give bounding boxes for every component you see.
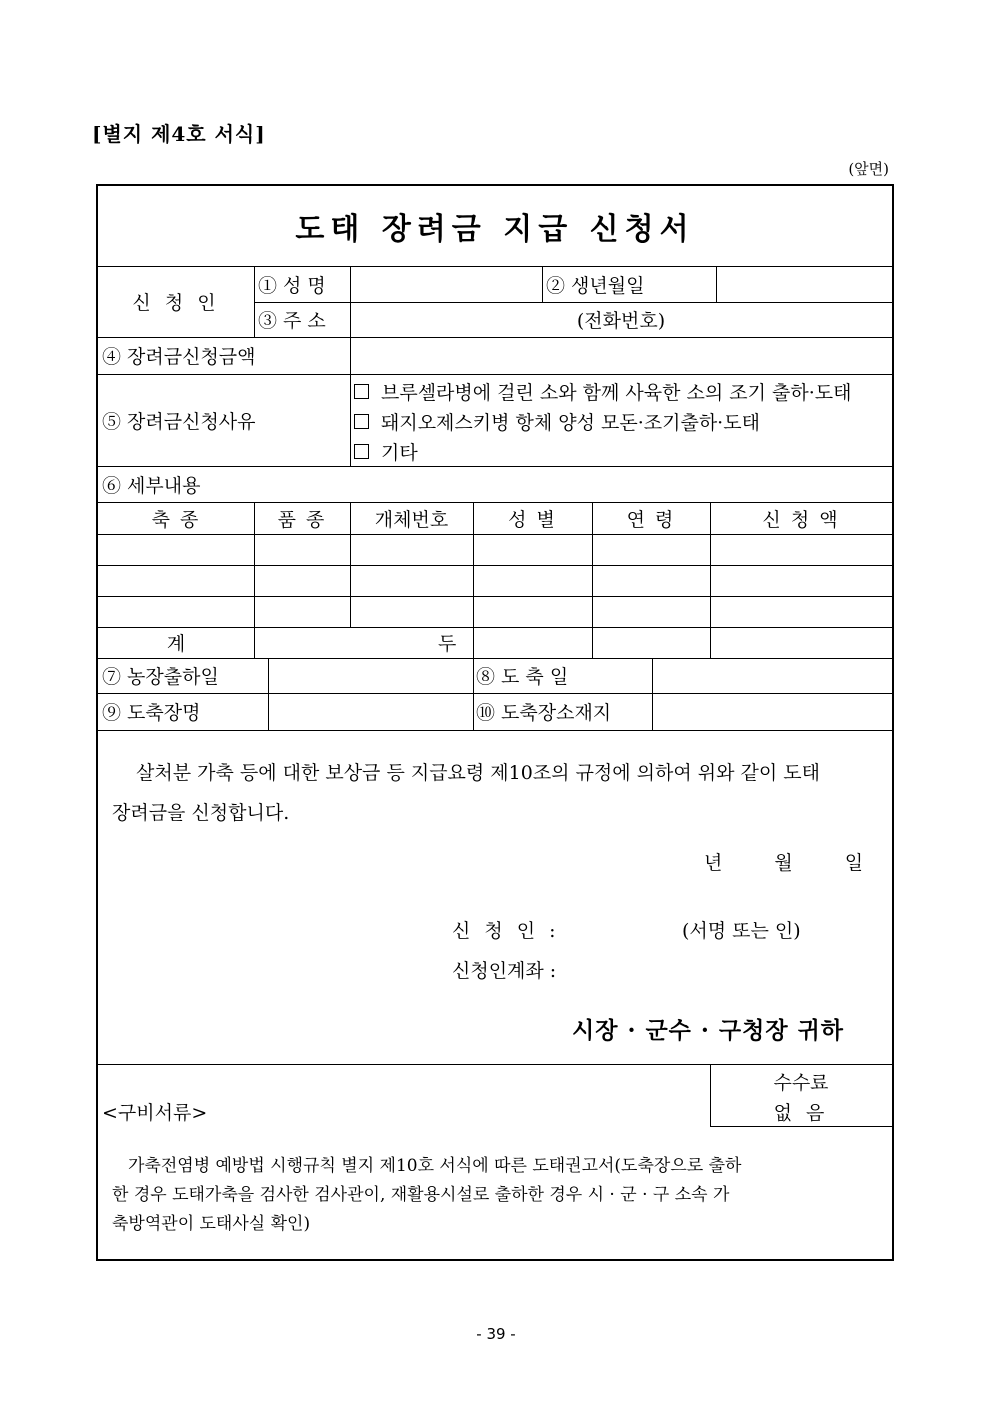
page-number: - 39 - xyxy=(476,1325,516,1343)
column-header-amount: 신 청 액 xyxy=(762,508,840,531)
reason-option-other[interactable] xyxy=(354,436,890,466)
birthdate-label: ② 생년월일 xyxy=(546,274,645,297)
slaughterhouse-location-label: ⑩ 도축장소재지 xyxy=(476,702,612,724)
account-label: 신청인계좌 : xyxy=(452,960,557,982)
checkbox-icon[interactable] xyxy=(354,444,369,459)
slaughterhouse-name-field[interactable] xyxy=(270,693,472,730)
column-header-id-number: 개체번호 xyxy=(374,508,449,531)
table-row[interactable] xyxy=(98,596,892,627)
documents-line-2: 한 경우 도태가축을 검사한 검사관이, 재활용시설로 출하한 경우 시 · 군 · 구 소속 가 xyxy=(112,1185,730,1205)
reason-option-label: 돼지오제스키병 항체 양성 모돈·조기출하·도태 xyxy=(381,411,760,434)
form-title: 도태 장려금 지급 신청서 xyxy=(295,212,695,247)
form-number-tag: [별지 제4호 서식] xyxy=(92,122,266,146)
required-documents-label: <구비서류> xyxy=(102,1102,208,1124)
application-date: 년 월 일 xyxy=(704,852,864,874)
checkbox-icon[interactable] xyxy=(354,384,369,399)
signature-label: (서명 또는 인) xyxy=(682,920,801,942)
slaughterhouse-location-field[interactable] xyxy=(654,693,892,730)
phone-label: (전화번호) xyxy=(576,310,666,332)
address-label: ③ 주 소 xyxy=(258,310,326,332)
farm-shipment-date-field[interactable] xyxy=(270,658,472,693)
column-header-sex: 성 별 xyxy=(508,508,557,531)
table-row[interactable] xyxy=(98,565,892,596)
documents-line-3: 축방역관이 도태사실 확인) xyxy=(112,1214,311,1234)
head-count-unit: 두 xyxy=(438,633,457,655)
fee-label: 수수료 xyxy=(773,1071,829,1094)
applicant-section-label: 신 청 인 xyxy=(132,292,220,314)
birthdate-field[interactable] xyxy=(718,266,892,302)
total-label: 계 xyxy=(166,633,186,655)
farm-shipment-date-label: ⑦ 농장출하일 xyxy=(102,666,219,688)
column-header-breed: 품 종 xyxy=(277,508,327,531)
applicant-sign-label: 신 청 인 : xyxy=(452,920,560,942)
column-header-age: 연 령 xyxy=(626,508,676,531)
page-side-label: (앞면) xyxy=(848,160,889,178)
address-phone-field[interactable] xyxy=(350,302,892,337)
addressee: 시장 · 군수 · 구청장 귀하 xyxy=(572,1017,845,1044)
reason-option-label: 기타 xyxy=(381,441,418,464)
checkbox-icon[interactable] xyxy=(354,414,369,429)
name-field[interactable] xyxy=(352,266,542,302)
amount-field[interactable] xyxy=(352,337,892,374)
details-label: ⑥ 세부내용 xyxy=(102,474,201,497)
declaration-line-2: 장려금을 신청합니다. xyxy=(112,802,290,824)
application-form xyxy=(96,184,894,1261)
table-row[interactable] xyxy=(98,534,892,565)
declaration-line-1: 살처분 가축 등에 대한 보상금 등 지급요령 제10조의 규정에 의하여 위와 같이 도태 xyxy=(136,762,820,784)
reason-option-aujeszky[interactable] xyxy=(354,406,890,436)
name-label: ① 성 명 xyxy=(258,274,326,297)
slaughterhouse-name-label: ⑨ 도축장명 xyxy=(102,702,201,724)
reason-option-brucellosis[interactable] xyxy=(354,376,890,406)
slaughter-date-label: ⑧ 도 축 일 xyxy=(476,666,569,688)
reason-label: ⑤ 장려금신청사유 xyxy=(102,410,256,433)
fee-value: 없 음 xyxy=(773,1101,829,1124)
amount-label: ④ 장려금신청금액 xyxy=(102,346,256,368)
account-field[interactable] xyxy=(578,956,858,982)
column-header-species: 축 종 xyxy=(151,508,201,531)
documents-line-1: 가축전염병 예방법 시행규칙 별지 제10호 서식에 따른 도태권고서(도축장으로 출하 xyxy=(128,1156,742,1176)
slaughter-date-field[interactable] xyxy=(654,658,892,693)
reason-option-label: 브루셀라병에 걸린 소와 함께 사육한 소의 조기 출하·도태 xyxy=(381,381,852,404)
